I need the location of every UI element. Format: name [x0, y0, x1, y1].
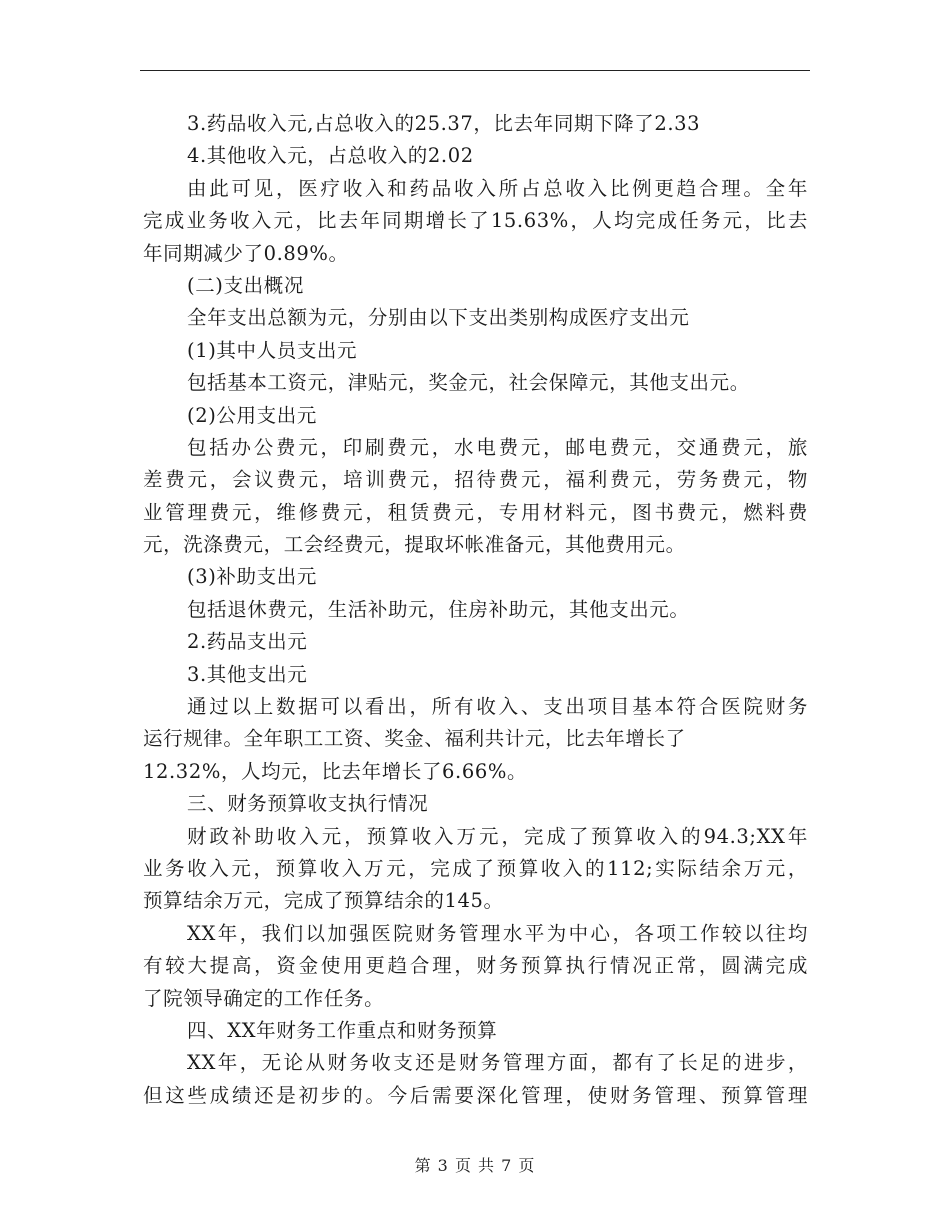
text-line: XX年，我们以加强医院财务管理水平为中心，各项工作较以往均 [187, 921, 808, 945]
text-line: 包括基本工资元，津贴元，奖金元，社会保障元，其他支出元。 [187, 371, 750, 395]
text-line: 4.其他收入元，占总收入的2.02 [187, 144, 474, 168]
text-line: 业管理费元，维修费元，租赁费元，专用材料元，图书费元，燃料费 [143, 500, 808, 524]
text-line: 业务收入元，预算收入万元，完成了预算收入的112;实际结余万元， [143, 856, 808, 880]
text-line: (2)公用支出元 [187, 403, 317, 427]
text-line: 全年支出总额为元，分别由以下支出类别构成医疗支出元 [187, 306, 690, 330]
text-line: 包括退休费元，生活补助元，住房补助元，其他支出元。 [187, 597, 690, 621]
text-line: 三、财务预算收支执行情况 [187, 792, 429, 816]
text-line: 财政补助收入元，预算收入万元，完成了预算收入的94.3;XX年 [187, 824, 808, 848]
text-line: (1)其中人员支出元 [187, 338, 358, 362]
text-line: 了院领导确定的工作任务。 [143, 986, 385, 1010]
text-line: 包括办公费元，印刷费元，水电费元，邮电费元，交通费元，旅 [187, 435, 808, 459]
text-line: 差费元，会议费元，培训费元，招待费元，福利费元，劳务费元，物 [143, 468, 808, 492]
text-line: 2.药品支出元 [187, 630, 308, 654]
text-line: 3.其他支出元 [187, 662, 308, 686]
document-body [143, 108, 808, 1112]
text-line: XX年，无论从财务收支还是财务管理方面，都有了长足的进步， [187, 1051, 808, 1075]
text-line: 由此可见，医疗收入和药品收入所占总收入比例更趋合理。全年 [187, 176, 808, 200]
text-line: 元，洗涤费元，工会经费元，提取坏帐准备元，其他费用元。 [143, 533, 686, 557]
text-line: 运行规律。全年职工工资、奖金、福利共计元，比去年增长了 [143, 727, 686, 751]
text-line: 3.药品收入元,占总收入的25.37，比去年同期下降了2.33 [187, 112, 701, 135]
text-line: (二)支出概况 [187, 273, 304, 297]
header-rule [140, 70, 810, 71]
page-footer: 第 3 页 共 7 页 [414, 1156, 536, 1175]
text-line: 完成业务收入元，比去年同期增长了15.63%，人均完成任务元，比去 [143, 209, 808, 233]
text-line: 但这些成绩还是初步的。今后需要深化管理，使财务管理、预算管理 [143, 1083, 808, 1107]
text-line: 通过以上数据可以看出，所有收入、支出项目基本符合医院财务 [187, 695, 808, 719]
text-line: 预算结余万元，完成了预算结余的145。 [143, 889, 504, 913]
text-line: 年同期减少了0.89%。 [143, 241, 349, 265]
text-line: 12.32%，人均元，比去年增长了6.66%。 [143, 759, 528, 783]
text-line: 有较大提高，资金使用更趋合理，财务预算执行情况正常，圆满完成 [143, 954, 808, 978]
text-line: 四、XX年财务工作重点和财务预算 [187, 1018, 498, 1042]
text-line: (3)补助支出元 [187, 565, 317, 589]
